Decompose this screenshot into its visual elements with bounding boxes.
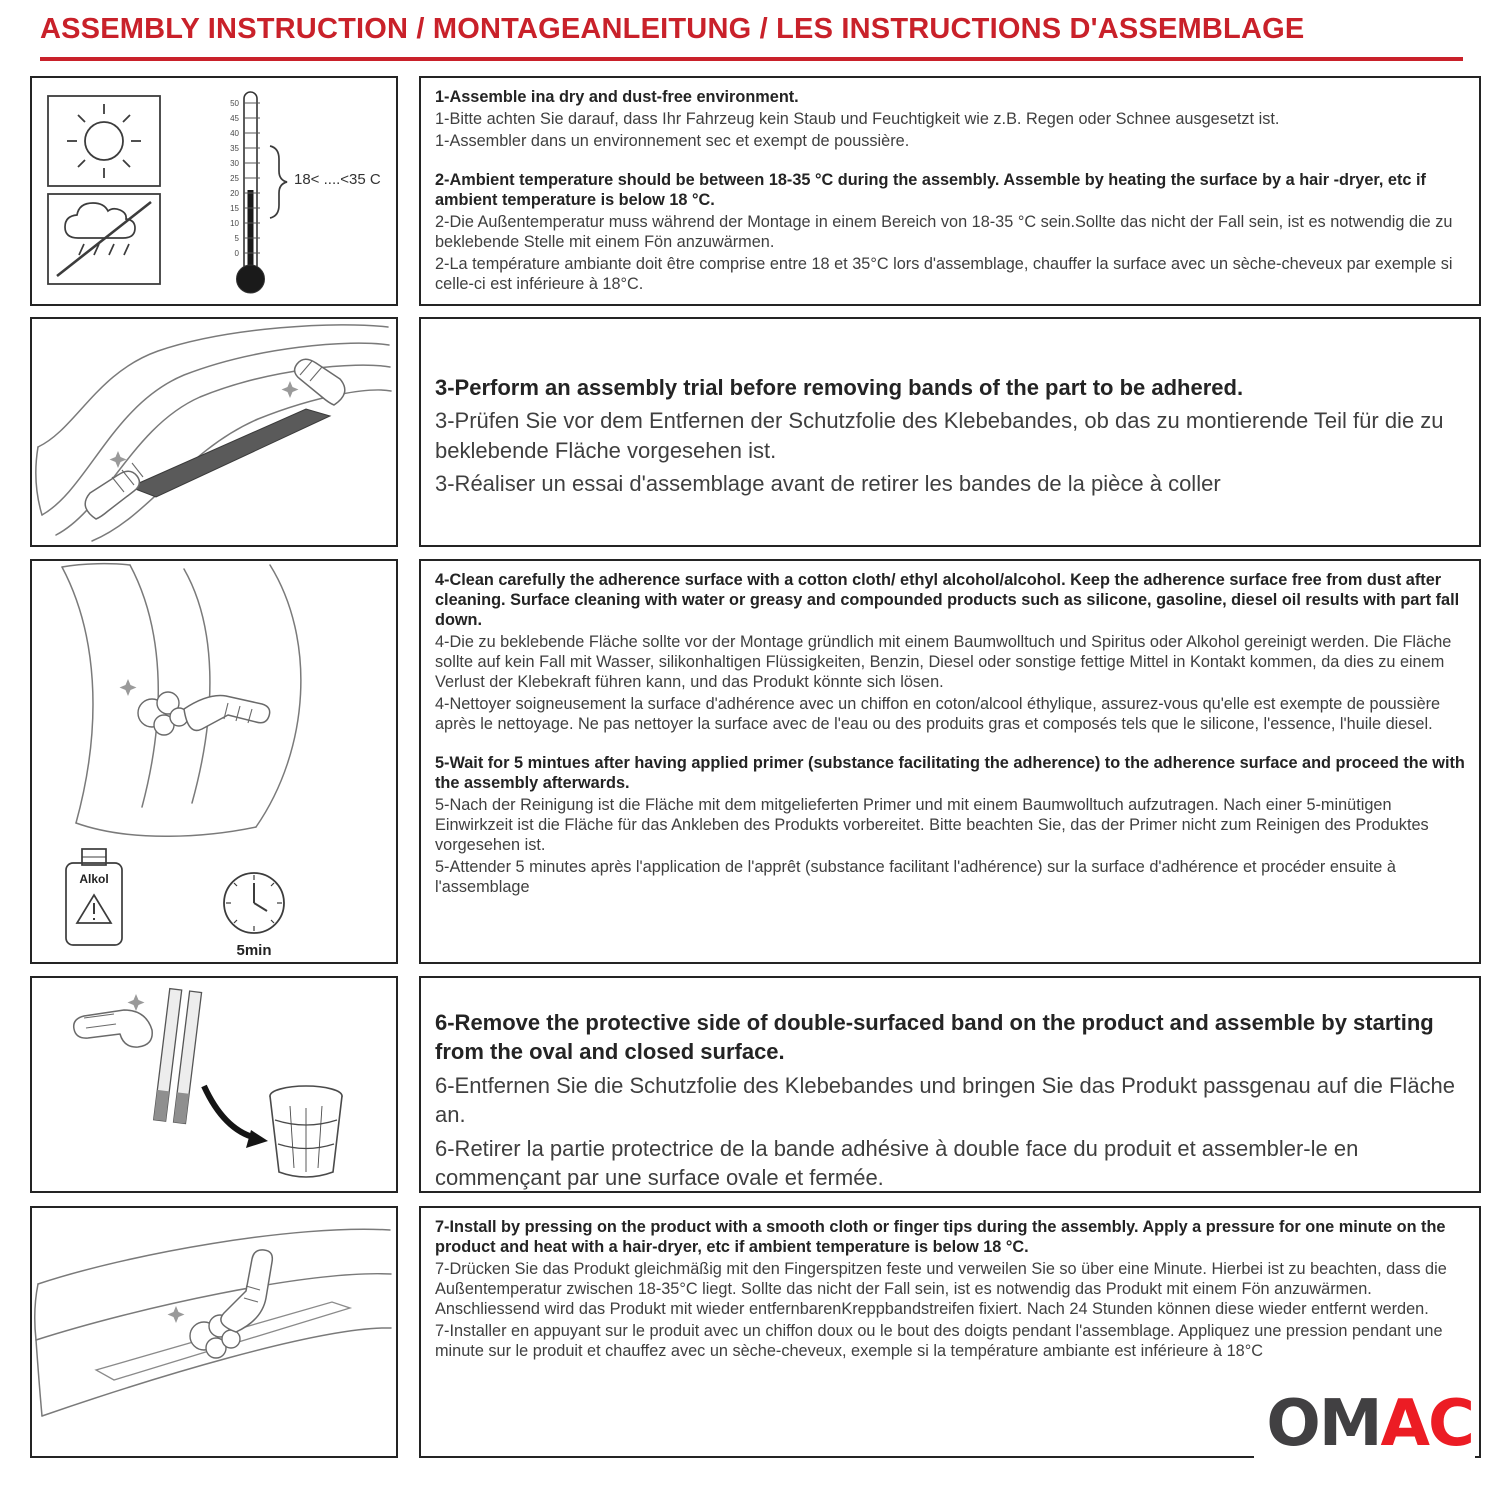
thermometer-scale xyxy=(230,99,239,258)
step-7-text-fr: 7-Installer en appuyant sur le produit avec un chiffon doux ou le bout des doigts pendant l'assemblage. Appliquez une pression pendant une minute sur le produit et chauffez avec un sèche-cheveux, exemple si la température ambiante est inférieure à 18°C xyxy=(435,1322,1443,1361)
omac-logo xyxy=(1254,1387,1475,1462)
step-3-text-en: 3-Perform an assembly trial before removing bands of the part to be adhered. xyxy=(435,375,1244,400)
sparkle-icon xyxy=(128,994,145,1011)
step-1-text-en: 1-Assemble ina dry and dust-free environment. xyxy=(435,88,799,106)
no-rain-icon xyxy=(57,202,151,276)
text-step-4-5 xyxy=(419,559,1481,964)
clock-icon xyxy=(224,873,284,959)
step-5-text-fr: 5-Attender 5 minutes après l'application de l'apprêt (substance facilitant l'adhérence) sur la surface d'adhérence et procéder ensuite à l'assemblage xyxy=(435,858,1396,897)
text-step-3 xyxy=(419,317,1481,547)
thermometer-tick-label: 50 xyxy=(230,99,239,108)
pressing-hand-icon xyxy=(221,1250,272,1332)
section-step-3 xyxy=(0,317,1500,547)
cleaning-cloth-icon xyxy=(138,692,188,735)
step-4-text-de: 4-Die zu beklebende Fläche sollte vor der Montage gründlich mit einem Baumwolltuch und Spiritus oder Alkohol gereinigt werden. Die Fläche sollte auf kein Fall mit Wasser, silikonhaltigen Flüssigkeiten, Benzin, Diesel oder sonstige fettige Mittel in Kontakt kommen, da dies zu einem Verlust der Klebekraft führen kann, und das Produkt könnte sich lösen. xyxy=(435,633,1452,692)
illustration-peel-band xyxy=(30,976,398,1193)
thermometer-tick-label: 20 xyxy=(230,189,239,198)
sparkle-icon xyxy=(168,1306,185,1323)
thermometer-icon xyxy=(230,92,264,293)
step-5-text-en: 5-Wait for 5 mintues after having applied primer (substance facilitating the adherence) to the adherence surface and proceed the with the assembly afterwards. xyxy=(435,754,1465,793)
arrow-icon xyxy=(204,1086,268,1148)
sparkle-icon xyxy=(120,679,137,696)
step-4-text-en: 4-Clean carefully the adherence surface with a cotton cloth/ ethyl alcohol/alcohol. Keep the adherence surface free from dust after cleaning. Surface cleaning with water or greasy and compounded products such as silicone, gasoline, diesel oil results with part fall down. xyxy=(435,571,1460,630)
sun-icon xyxy=(67,104,141,178)
title-rule xyxy=(40,57,1463,61)
section-step-6 xyxy=(0,976,1500,1193)
temperature-range-label: 18< ....<35 C xyxy=(294,171,381,188)
tape-strips xyxy=(154,989,202,1124)
left-hand-icon xyxy=(85,463,143,519)
illustration-climate xyxy=(30,76,398,306)
thermometer-tick-label: 15 xyxy=(230,204,239,213)
step-1-text-fr: 1-Assembler dans un environnement sec et exempt de poussière. xyxy=(435,132,910,151)
thermometer-tick-label: 45 xyxy=(230,114,239,123)
peel-band-art xyxy=(32,978,396,1191)
illustration-press xyxy=(30,1206,398,1458)
step-4-text-fr: 4-Nettoyer soigneusement la surface d'adhérence avec un chiffon en coton/alcool éthylique, assurez-vous qu'elle est exempte de poussière après le nettoyage. Ne pas nettoyer la surface avec de l'eau ou des produits gras et composés tels que le silicone, l'essence, l'huile diesel. xyxy=(435,695,1441,734)
thermometer-tick-label: 40 xyxy=(230,129,239,138)
step-2-text-en: 2-Ambient temperature should be between 18-35 °C during the assembly. Assemble by heating the surface by a hair -dryer, etc if ambient temperature is below 18 °C. xyxy=(435,171,1426,210)
alcohol-label: Alkol xyxy=(79,872,109,886)
press-art xyxy=(32,1208,396,1456)
step-2-text-de: 2-Die Außentemperatur muss während der Montage in einem Bereich von 18-35 °C sein.Sollte das nicht der Fall sein, ist es notwendig die zu beklebende Stelle mit einem Fön anzuwärmen. xyxy=(435,213,1453,252)
thermometer-tick-label: 5 xyxy=(234,234,239,243)
text-step-1-2 xyxy=(419,76,1481,306)
section-step-1-2 xyxy=(0,76,1500,306)
page-title: ASSEMBLY INSTRUCTION / MONTAGEANLEITUNG / LES INSTRUCTIONS D'ASSEMBLAGE xyxy=(40,13,1305,45)
wiping-hand-icon xyxy=(184,696,270,731)
step-3-text-fr: 3-Réaliser un essai d'assemblage avant de retirer les bandes de la pièce à coller xyxy=(435,471,1221,497)
door-sill-strip xyxy=(130,409,330,497)
step-3-text-de: 3-Prüfen Sie vor dem Entfernen der Schutzfolie des Klebebandes, ob das zu montierende Teil für die zu beklebende Fläche vorgesehen ist. xyxy=(435,408,1444,463)
trial-fit-art xyxy=(32,319,396,545)
trash-can-icon xyxy=(270,1086,342,1177)
cleaning-art xyxy=(32,561,396,962)
temperature-range xyxy=(270,146,381,218)
step-5-text-de: 5-Nach der Reinigung ist die Fläche mit dem mitgelieferten Primer und mit einem Baumwolltuch aufzutragen. Nach einer 5-minütigen Einwirkzeit ist die Fläche für das Ankleben des Produkts vorbereitet. Bitte beachten Sie, das der Primer nicht zum Reinigen des Produktes vorgesehen ist. xyxy=(435,796,1429,855)
step-1-text-de: 1-Bitte achten Sie darauf, dass Ihr Fahrzeug kein Staub und Feuchtigkeit wie z.B. Regen oder Schnee ausgesetzt ist. xyxy=(435,110,1280,129)
thermometer-tick-label: 0 xyxy=(234,249,239,258)
step-6-text-fr: 6-Retirer la partie protectrice de la bande adhésive à double face du produit et assembler-le en commençant par une surface ovale et fermée. xyxy=(435,1135,1359,1191)
thermometer-tick-label: 35 xyxy=(230,144,239,153)
step-6-text-en: 6-Remove the protective side of double-surfaced band on the product and assemble by starting from the oval and closed surface. xyxy=(435,1010,1434,1065)
peeling-hand-icon xyxy=(74,1010,153,1047)
text-step-6 xyxy=(419,976,1481,1193)
alcohol-bottle-icon xyxy=(66,849,122,945)
step-7-text-de: 7-Drücken Sie das Produkt gleichmäßig mit den Fingerspitzen feste und verweilen Sie so über eine Minute. Hierbei ist zu beachten, dass die Außentemperatur zwischen 18-35°C liegt. Sollte das nicht der Fall sein, ist es notwendig das Produkt mit einem Fön anzuwärmen. Anschliessend wird das Produkt mit wieder entfernbarenKreppbandstreifen fixiert. Nach 24 Stunden können diese wieder entfernt werden. xyxy=(435,1260,1447,1319)
logo-text-dark: OM xyxy=(1266,1387,1381,1461)
section-step-4-5 xyxy=(0,559,1500,964)
thermometer-tick-label: 10 xyxy=(230,219,239,228)
sun-rain-thermometer-icon xyxy=(32,78,396,304)
thermometer-tick-label: 25 xyxy=(230,174,239,183)
clock-label: 5min xyxy=(236,942,272,959)
illustration-trial-fit xyxy=(30,317,398,547)
illustration-cleaning xyxy=(30,559,398,964)
step-2-text-fr: 2-La température ambiante doit être comprise entre 18 et 35°C lors d'assemblage, chauffer la surface avec un sèche-cheveux par exemple si celle-ci est inférieure à 18°C. xyxy=(435,255,1453,294)
logo-text-red: AC xyxy=(1380,1387,1473,1461)
step-7-text-en: 7-Install by pressing on the product with a smooth cloth or finger tips during the assembly. Apply a pressure for one minute on the product and heat with a hair-dryer, etc if ambient temperature is below 18 °C. xyxy=(435,1218,1446,1257)
brace-icon xyxy=(270,146,287,218)
step-6-text-de: 6-Entfernen Sie die Schutzfolie des Klebebandes und bringen Sie das Produkt passgenau auf die Fläche an. xyxy=(435,1072,1456,1128)
door-sill-art xyxy=(62,564,301,837)
thermometer-tick-label: 30 xyxy=(230,159,239,168)
